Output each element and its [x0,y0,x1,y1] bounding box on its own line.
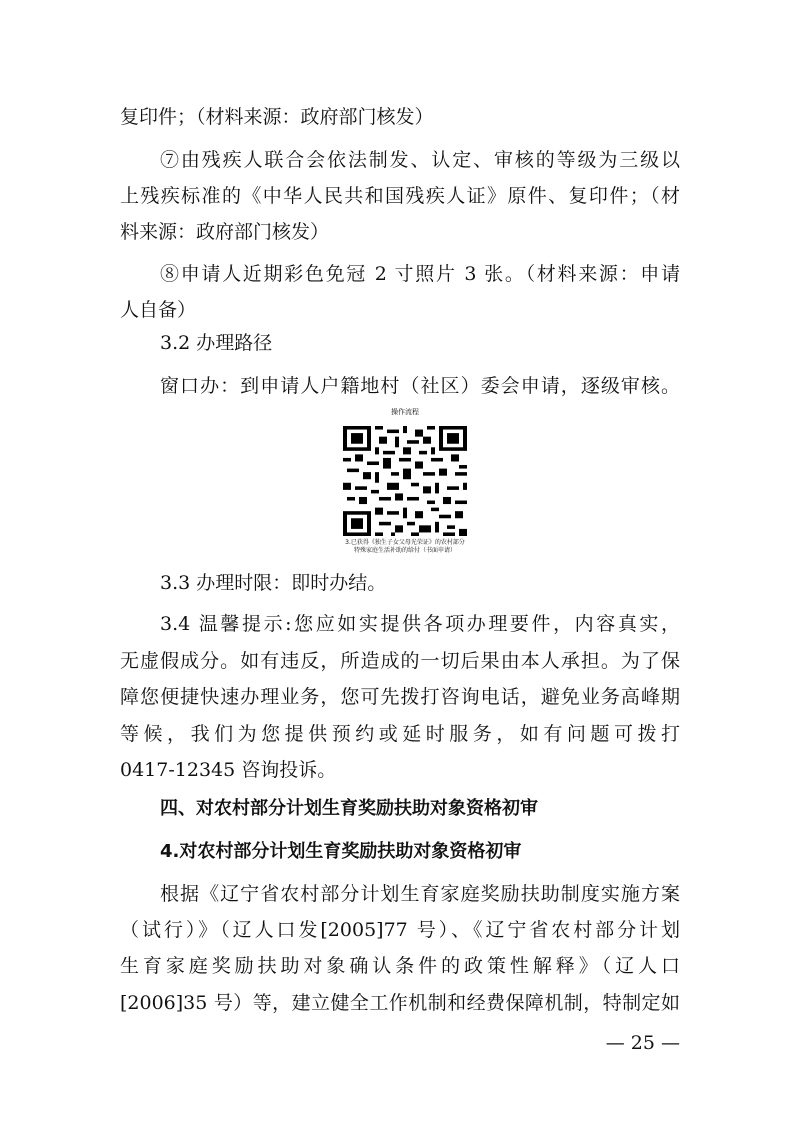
section-4-heading: 四、对农村部分计划生育奖励扶助对象资格初审 [160,798,538,819]
section-3-3-text: 3.3 办理时限：即时办结。 [160,572,387,594]
text-line: 0417-12345 咨询投诉。 [120,759,337,781]
text-line: 3.4 温馨提示:您应如实提供各项办理要件，内容真实， [160,613,680,635]
text-line: [2006]35 号）等，建立健全工作机制和经费保障机制，特制定如 [120,992,680,1014]
text-line: 生育家庭奖励扶助对象确认条件的政策性解释》（辽人口 [120,955,680,977]
page-number: — 25 — [605,1032,680,1054]
qr-code-image [343,426,467,536]
sub-heading: 4.对农村部分计划生育奖励扶助对象资格初审 [160,841,522,862]
text-line: 无虚假成分。如有违反，所造成的一切后果由本人承担。为了保 [120,650,680,672]
text-line: （试行）》（辽人口发[2005]77 号）、《辽宁省农村部分计划 [120,919,680,941]
text-line: 人自备） [120,299,197,321]
qr-title: 操作流程 [391,408,419,416]
qr-code-figure [335,408,475,556]
text-line: 窗口办：到申请人户籍地村（社区）委会申请，逐级审核。 [160,375,680,397]
text-line: ⑧申请人近期彩色免冠 2 寸照片 3 张。（材料来源：申请 [160,263,680,285]
section-3-2-heading: 3.2 办理路径 [160,332,273,354]
qr-caption-line: 特殊家庭生活补助的给付（书面申请） [353,547,456,554]
text-line: ⑦由残疾人联合会依法制发、认定、审核的等级为三级以 [160,149,680,171]
text-line: 上残疾标准的《中华人民共和国残疾人证》原件、复印件；（材 [120,185,680,207]
text-line: 料来源：政府部门核发） [120,221,330,243]
qr-caption-line: 3.已获得《独生子女父母光荣证》的农村部分 [345,539,465,546]
text-line: 障您便捷快速办理业务，您可先拨打咨询电话，避免业务高峰期 [120,686,680,708]
text-line: 根据《辽宁省农村部分计划生育家庭奖励扶助制度实施方案 [160,883,680,905]
text-line: 等候，我们为您提供预约或延时服务，如有问题可拨打 [120,723,680,745]
text-line: 复印件；（材料来源：政府部门核发） [120,106,434,128]
